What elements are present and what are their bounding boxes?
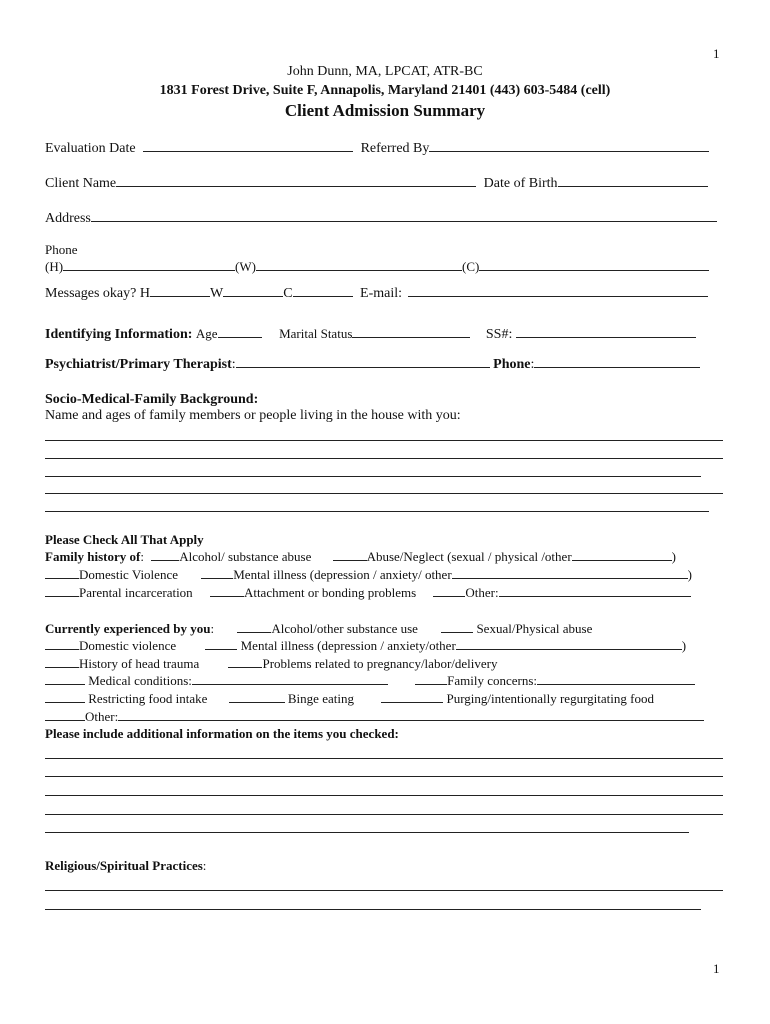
- ss-label: SS#:: [485, 327, 513, 342]
- date-of-birth-field[interactable]: [558, 175, 708, 187]
- evaluation-date-field[interactable]: [143, 140, 353, 152]
- date-of-birth-label: Date of Birth: [483, 176, 558, 191]
- alcohol-checkbox[interactable]: [151, 549, 179, 561]
- family-history-row-3: [45, 585, 691, 601]
- binge-eating-checkbox[interactable]: [229, 691, 285, 703]
- medical-conditions-field[interactable]: [192, 673, 388, 685]
- currently-row-6: [45, 709, 704, 725]
- identifying-row: [45, 326, 696, 343]
- alcohol-label: Alcohol/ substance abuse: [179, 549, 312, 564]
- currently-colon: :: [210, 621, 215, 636]
- address-field[interactable]: [91, 210, 717, 222]
- religious-line-1[interactable]: [45, 890, 723, 891]
- other-current-field[interactable]: [118, 709, 704, 721]
- therapist-phone-field[interactable]: [534, 356, 700, 368]
- age-field[interactable]: [218, 326, 262, 338]
- address-label: Address: [45, 211, 91, 226]
- marital-status-field[interactable]: [352, 326, 470, 338]
- abuse-neglect-label: Abuse/Neglect (sexual / physical /other: [366, 549, 572, 564]
- phone-row: [45, 259, 709, 275]
- alcohol-use-label: Alcohol/other substance use: [271, 621, 418, 636]
- therapist-phone-label: Phone: [493, 357, 531, 372]
- currently-row-5: [45, 691, 654, 707]
- parental-incarceration-checkbox[interactable]: [45, 585, 79, 597]
- messages-work-label: W: [209, 286, 224, 301]
- messages-home-field[interactable]: [150, 285, 210, 297]
- domestic-violence-label: Domestic Violence: [79, 567, 178, 582]
- marital-status-label: Marital Status: [279, 326, 353, 341]
- psychiatrist-field[interactable]: [236, 356, 490, 368]
- additional-line-4[interactable]: [45, 814, 723, 815]
- phone-home-field[interactable]: [63, 259, 235, 271]
- sexual-physical-label: Sexual/Physical abuse: [476, 621, 593, 636]
- socio-line-2[interactable]: [45, 458, 723, 459]
- socio-line-5[interactable]: [45, 511, 709, 512]
- phone-work-label: (W): [235, 259, 256, 274]
- family-history-label: Family history of: [45, 549, 141, 564]
- currently-row-4: [45, 673, 695, 689]
- other-label: Other:: [465, 585, 499, 600]
- messages-cell-field[interactable]: [293, 285, 353, 297]
- family-history-row-2: [45, 567, 692, 583]
- socio-line-1[interactable]: [45, 440, 723, 441]
- address-row: [45, 210, 717, 227]
- mental-illness-current-checkbox[interactable]: [205, 638, 237, 650]
- other-field[interactable]: [499, 585, 691, 597]
- religious-label: Religious/Spiritual Practices: [45, 858, 203, 873]
- practitioner-name: John Dunn, MA, LPCAT, ATR-BC: [287, 64, 483, 79]
- referred-by-label: Referred By: [360, 141, 430, 156]
- family-concerns-checkbox[interactable]: [415, 673, 447, 685]
- form-title: Client Admission Summary: [284, 101, 486, 120]
- mental-illness-current-field[interactable]: [456, 638, 682, 650]
- client-name-field[interactable]: [116, 175, 476, 187]
- religious-colon: :: [202, 858, 207, 873]
- phone-cell-label: (C): [461, 259, 480, 274]
- client-name-label: Client Name: [45, 176, 117, 191]
- restricting-food-checkbox[interactable]: [45, 691, 85, 703]
- check-heading: Please Check All That Apply: [45, 532, 204, 547]
- socio-prompt: Name and ages of family members or people living in the house with you:: [45, 408, 461, 423]
- head-trauma-label: History of head trauma: [79, 656, 200, 671]
- purging-checkbox[interactable]: [381, 691, 443, 703]
- mental-current-close-paren: ): [681, 638, 687, 653]
- other-checkbox[interactable]: [433, 585, 465, 597]
- pregnancy-checkbox[interactable]: [228, 656, 262, 668]
- family-history-row: [45, 549, 676, 565]
- additional-line-1[interactable]: [45, 758, 723, 759]
- mental-illness-label: Mental illness (depression / anxiety/ other: [233, 567, 452, 582]
- religious-line-2[interactable]: [45, 909, 701, 910]
- medical-conditions-label: Medical conditions:: [88, 673, 192, 688]
- abuse-neglect-checkbox[interactable]: [333, 549, 367, 561]
- purging-label: Purging/intentionally regurgitating food: [446, 691, 654, 706]
- socio-line-4[interactable]: [45, 493, 723, 494]
- phone-home-label: (H): [45, 259, 64, 274]
- referred-by-field[interactable]: [429, 140, 709, 152]
- email-label: E-mail:: [360, 286, 403, 301]
- family-concerns-field[interactable]: [537, 673, 695, 685]
- mental-illness-current-label: Mental illness (depression / anxiety/other: [240, 638, 456, 653]
- identifying-info-label: Identifying Information:: [45, 327, 193, 342]
- evaluation-date-row: [45, 140, 709, 157]
- head-trauma-checkbox[interactable]: [45, 656, 79, 668]
- currently-label: Currently experienced by you: [45, 621, 211, 636]
- domestic-violence-current-checkbox[interactable]: [45, 638, 79, 650]
- psychiatrist-colon: :: [231, 357, 236, 372]
- evaluation-date-label: Evaluation Date: [45, 141, 136, 156]
- other-current-label: Other:: [85, 709, 119, 724]
- binge-eating-label: Binge eating: [287, 691, 354, 706]
- age-label: Age: [195, 326, 218, 341]
- family-history-colon: :: [140, 549, 144, 564]
- phone-work-field[interactable]: [256, 259, 462, 271]
- currently-row-1: [45, 621, 592, 637]
- additional-line-5[interactable]: [45, 832, 689, 833]
- page-number-bottom: 1: [713, 961, 720, 976]
- domestic-violence-checkbox[interactable]: [45, 567, 79, 579]
- phone-label: Phone: [45, 242, 78, 257]
- pregnancy-label: Problems related to pregnancy/labor/delivery: [262, 656, 498, 671]
- attachment-checkbox[interactable]: [210, 585, 244, 597]
- sexual-physical-checkbox[interactable]: [441, 621, 473, 633]
- client-name-row: [45, 175, 708, 192]
- mental-illness-other-field[interactable]: [452, 567, 688, 579]
- therapist-phone-colon: :: [530, 357, 535, 372]
- parental-incarceration-label: Parental incarceration: [79, 585, 193, 600]
- psychiatrist-row: [45, 356, 700, 373]
- additional-line-2[interactable]: [45, 776, 723, 777]
- restricting-food-label: Restricting food intake: [88, 691, 208, 706]
- currently-row-2: [45, 638, 686, 654]
- phone-cell-field[interactable]: [479, 259, 709, 271]
- socio-heading: Socio-Medical-Family Background:: [45, 392, 259, 407]
- additional-line-3[interactable]: [45, 795, 723, 796]
- socio-line-3[interactable]: [45, 476, 701, 477]
- abuse-close-paren: ): [671, 549, 676, 564]
- mental-illness-checkbox[interactable]: [201, 567, 233, 579]
- mental-close-paren: ): [687, 567, 693, 582]
- practice-address: 1831 Forest Drive, Suite F, Annapolis, Maryland 21401 (443) 603-5484 (cell): [159, 83, 611, 98]
- domestic-violence-current-label: Domestic violence: [79, 638, 177, 653]
- alcohol-use-checkbox[interactable]: [237, 621, 271, 633]
- currently-row-3: [45, 656, 497, 672]
- additional-info-label: Please include additional information on the items you checked:: [45, 726, 399, 741]
- religious-row: [45, 858, 206, 874]
- messages-row: [45, 285, 708, 302]
- attachment-label: Attachment or bonding problems: [243, 585, 417, 600]
- other-current-checkbox[interactable]: [45, 709, 85, 721]
- family-concerns-label: Family concerns:: [447, 673, 538, 688]
- ss-field[interactable]: [516, 326, 696, 338]
- page-number-top: 1: [713, 46, 720, 61]
- email-field[interactable]: [408, 285, 708, 297]
- psychiatrist-label: Psychiatrist/Primary Therapist: [45, 357, 232, 372]
- messages-cell-label: C: [283, 286, 293, 301]
- messages-okay-label: Messages okay? H: [45, 286, 150, 301]
- messages-work-field[interactable]: [223, 285, 283, 297]
- medical-conditions-checkbox[interactable]: [45, 673, 85, 685]
- abuse-other-field[interactable]: [572, 549, 672, 561]
